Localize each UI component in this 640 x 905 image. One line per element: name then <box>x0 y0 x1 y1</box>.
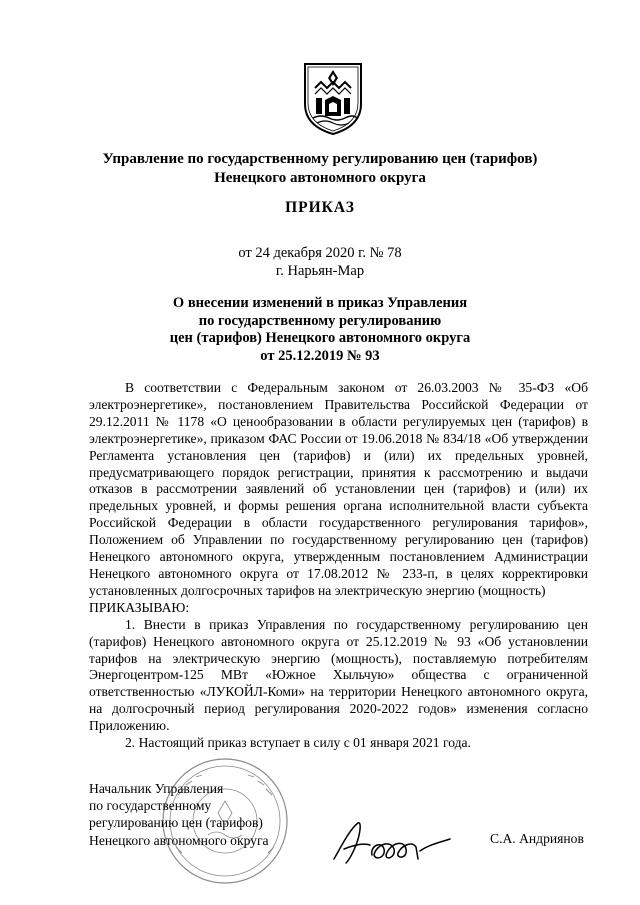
authority-line-1: Управление по государственному регулированию цен (тарифов) <box>102 151 538 167</box>
subject-line-1: О внесении изменений в приказ Управления <box>172 295 468 311</box>
issuing-authority <box>0 150 640 188</box>
date-number-block <box>0 244 640 280</box>
document-subject <box>0 295 640 365</box>
position-line-3: регулированию цен (тарифов) <box>89 815 263 831</box>
coat-of-arms-emblem-icon <box>301 60 365 136</box>
subject-line-4: от 25.12.2019 № 93 <box>260 347 380 364</box>
subject-line-2: по государственному регулированию <box>198 312 442 329</box>
position-line-2: по государственному <box>89 798 212 814</box>
order-item-2: 2. Настоящий приказ вступает в силу с 01 января 2021 года. <box>125 735 471 751</box>
order-word: ПРИКАЗЫВАЮ: <box>89 599 190 615</box>
authority-line-2: Ненецкого автономного округа <box>214 170 426 186</box>
document-city: г. Нарьян-Мар <box>275 263 365 279</box>
preamble-paragraph: В соответствии с Федеральным законом от 26.03.2003 № 35-ФЗ «Об электроэнергетике», постановлением Правительства Российской Федерации от 29.12.2011 № 1178 «О ценообразовании в области регулируемых цен (тарифов) в электроэнергетике», приказом ФАС России от 19.06.2018 № 834/18 «Об утверждении Регламента установления цен (тарифов) и (или) их предельных уровней, предусматривающего порядок регистрации, принятия к рассмотрению и выдачи отказов в рассмотрении заявлений об установлении цен (тарифов) и (или) их предельных уровней, и формы решения органа исполнительной власти субъекта Российской Федерации в области государственного регулирования тарифов», Положением об Управлении по государственному регулированию цен (тарифов) Ненецкого автономного округа, утвержденным постановлением Администрации Ненецкого автономного округа от 17.08.2012 № 233-п, в целях корректировки установленных долгосрочных тарифов на электрическую энергию (мощность) <box>89 380 588 598</box>
document-date-number: от 24 декабря 2020 г. № 78 <box>238 245 402 261</box>
order-item-1: 1. Внести в приказ Управления по государственному регулированию цен (тарифов) Ненецкого автономного округа от 25.12.2019 № 93 «Об установлении тарифов на электрическую энергию (мощность), поставляемую потребителям Энергоцентром-125 МВт «Южное Хыльчую» общества с ограниченной ответственностью «ЛУКОЙЛ-Коми» на территории Ненецкого автономного округа, на долгосрочный период регулирования 2020-2022 годов» изменения согласно Приложению. <box>89 616 588 734</box>
position-line-1: Начальник Управления <box>89 781 224 796</box>
position-line-4: Ненецкого автономного округа <box>89 832 269 848</box>
signatory-position <box>89 780 269 849</box>
document-body <box>89 380 588 752</box>
handwritten-signature-icon <box>328 815 456 871</box>
signatory-name: С.А. Андриянов <box>490 831 584 846</box>
subject-line-3: цен (тарифов) Ненецкого автономного округа <box>169 330 471 346</box>
document-type-title: ПРИКАЗ <box>285 199 355 216</box>
